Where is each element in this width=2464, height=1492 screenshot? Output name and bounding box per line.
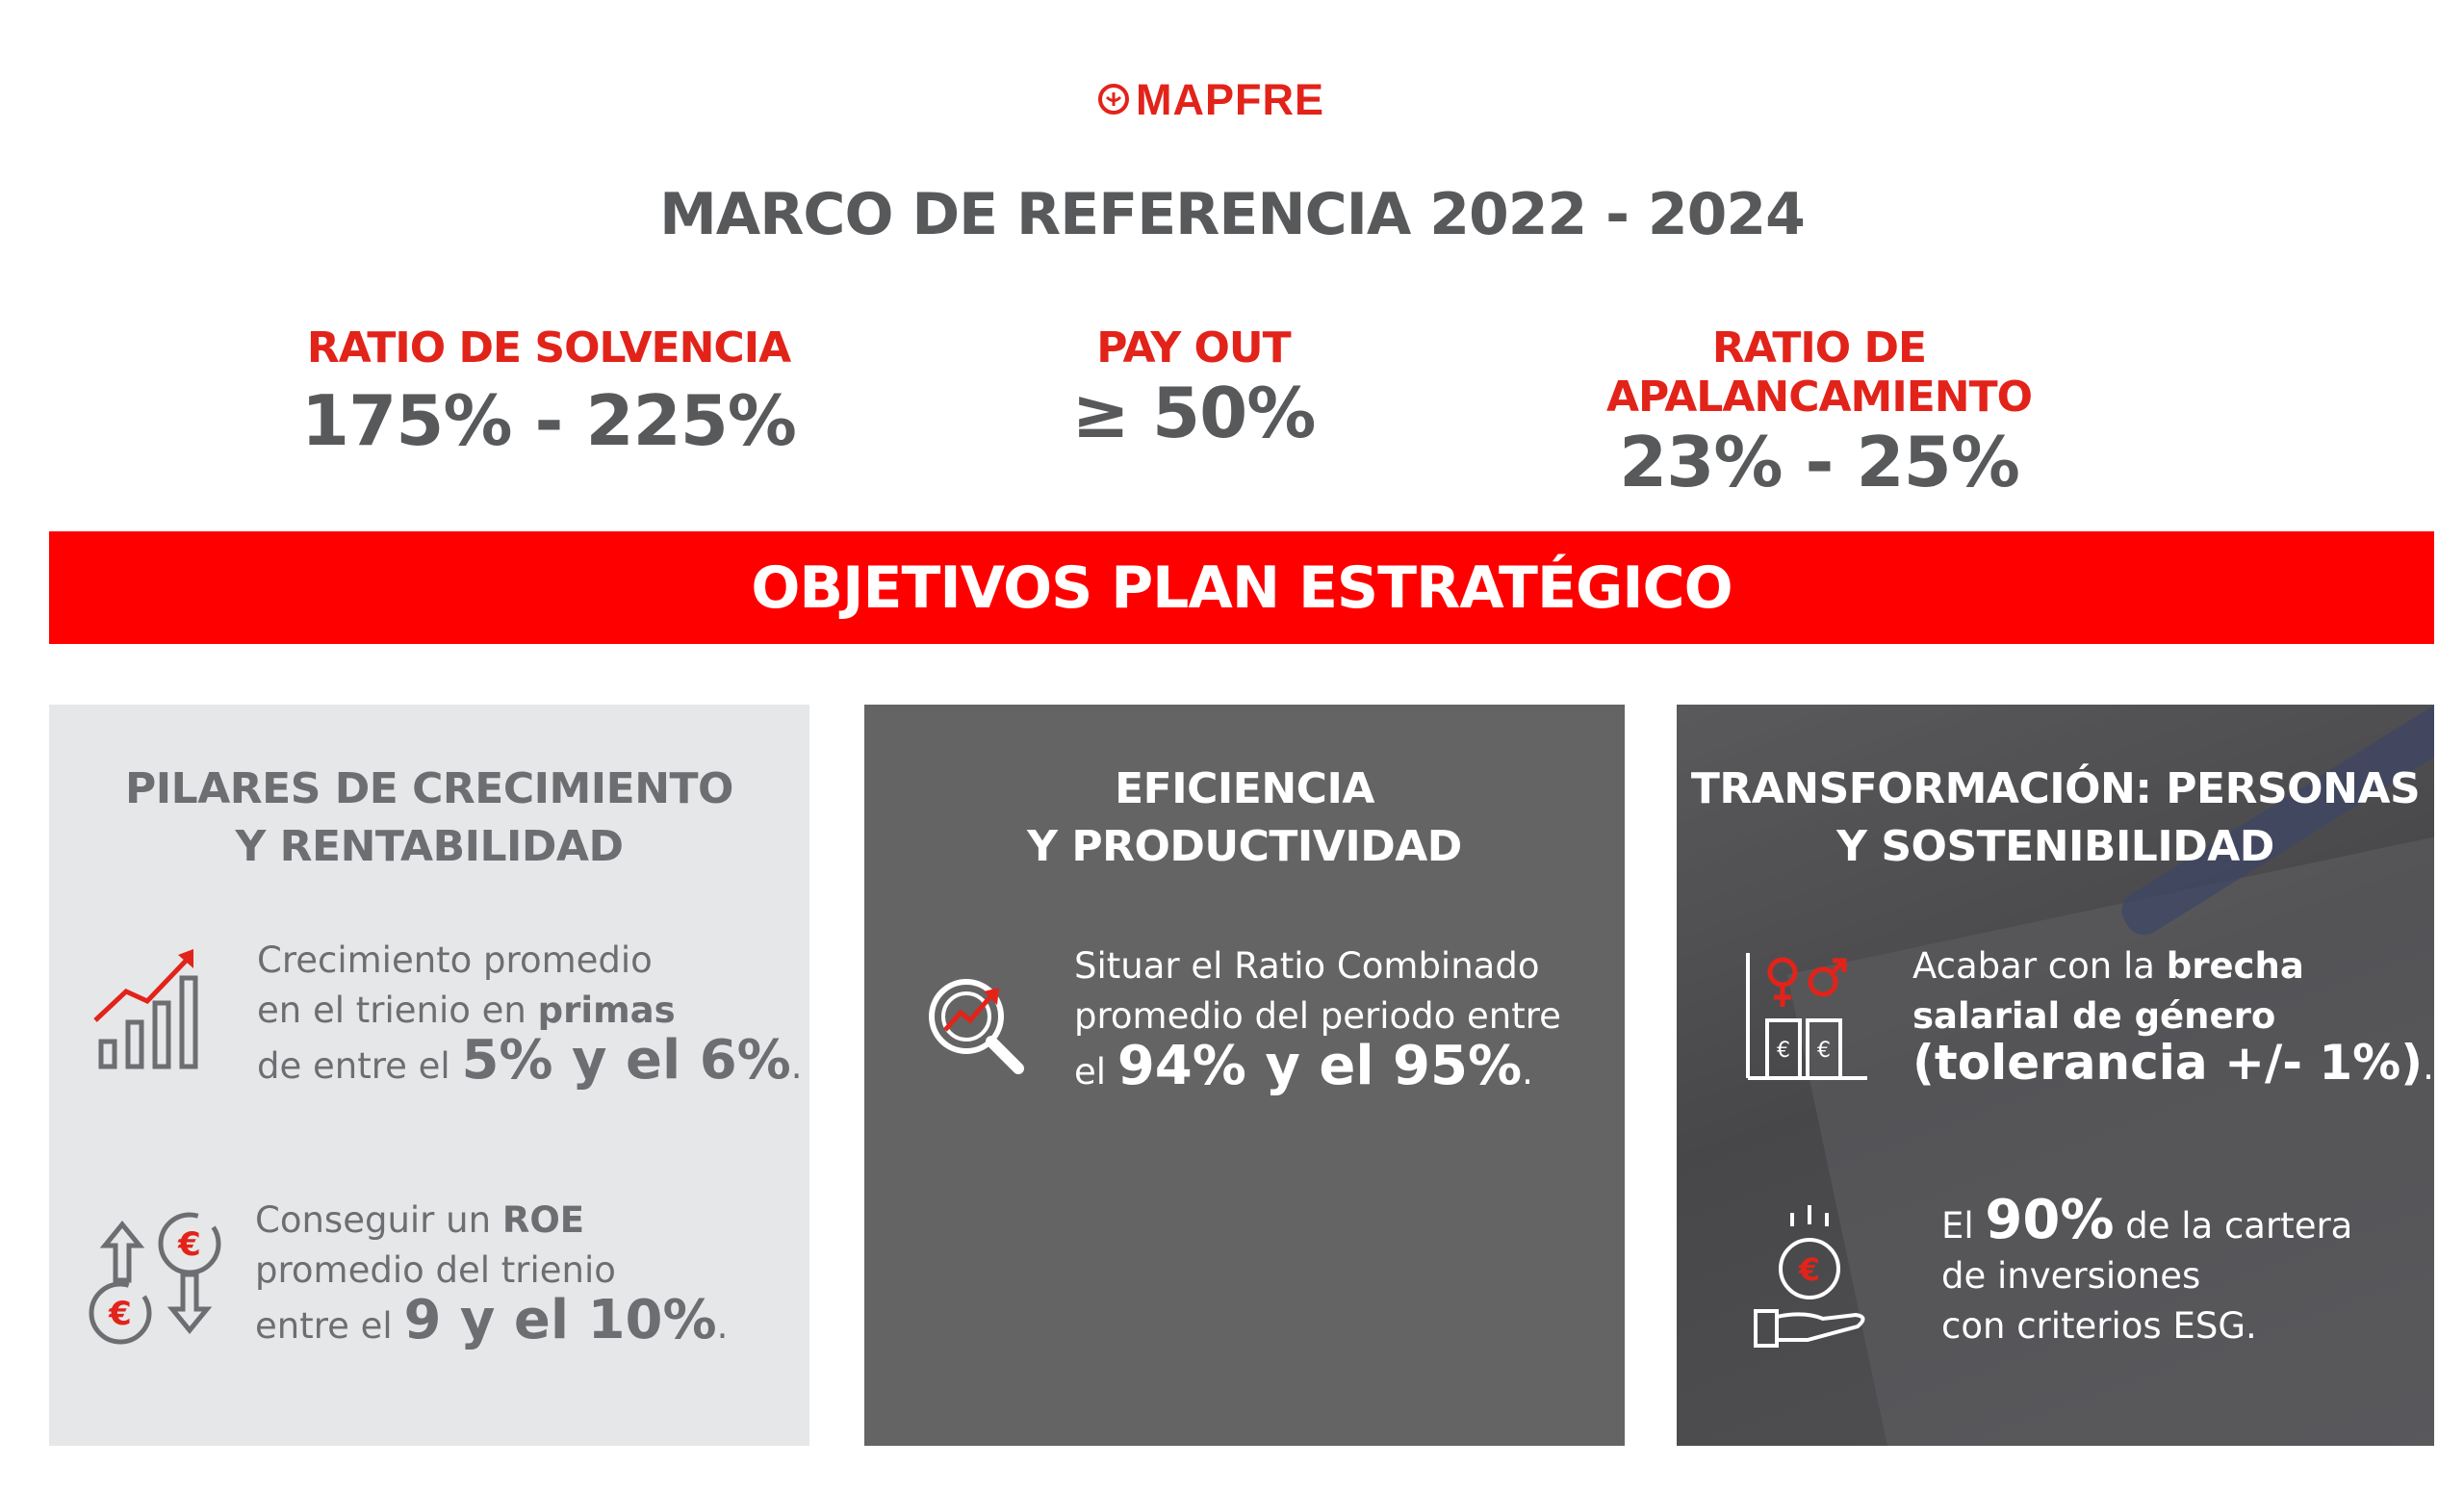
text-line: Crecimiento promedio <box>257 939 653 981</box>
panel-efficiency <box>864 705 1625 1446</box>
text-line <box>1074 1035 1561 1097</box>
metric-solvency <box>289 323 808 461</box>
text-emphasis: ROE <box>501 1199 585 1241</box>
text-fragment: El <box>1941 1205 1986 1247</box>
panel-title <box>49 760 809 876</box>
roe-item-text <box>255 1196 728 1351</box>
roe-exchange-icon <box>84 1205 228 1350</box>
panel-growth <box>49 705 809 1446</box>
text-fragment: el <box>1074 1051 1117 1093</box>
text-line <box>1912 1035 2434 1093</box>
esg-item-text <box>1941 1189 2353 1351</box>
metric-value: 175% - 225% <box>301 380 796 461</box>
panel-title <box>1677 760 2434 876</box>
banner-title: OBJETIVOS PLAN ESTRATÉGICO <box>751 553 1732 622</box>
panel-title-line: PILARES DE CRECIMIENTO <box>125 764 733 813</box>
metric-value: ≥ 50% <box>1071 373 1316 453</box>
text-fragment: . <box>2423 1046 2434 1088</box>
svg-text:€: € <box>1777 1039 1790 1063</box>
panel-title-line: TRANSFORMACIÓN: PERSONAS <box>1690 764 2421 813</box>
page-title: MARCO DE REFERENCIA 2022 - 2024 <box>659 181 1805 248</box>
metric-label: RATIO DE APALANCAMIENTO <box>1605 323 2033 422</box>
text-fragment: Acabar con la <box>1912 945 2167 987</box>
panel-title-line: Y PRODUCTIVIDAD <box>1027 822 1462 871</box>
gender-gap-item-text <box>1912 941 2434 1093</box>
svg-text:€: € <box>178 1225 201 1264</box>
metric-payout <box>1001 323 1386 453</box>
svg-text:€: € <box>1798 1251 1821 1288</box>
gender-pay-gap-icon <box>1744 953 1869 1088</box>
text-emphasis: brecha <box>2166 945 2304 987</box>
panel-transformation <box>1677 705 2434 1446</box>
esg-investment-icon <box>1750 1205 1885 1350</box>
text-fragment: . <box>716 1305 729 1347</box>
text-line: con criterios ESG. <box>1941 1305 2257 1347</box>
text-line <box>1941 1189 2353 1251</box>
growth-item-text <box>257 936 803 1092</box>
panel-title-line: Y SOSTENIBILIDAD <box>1836 822 2274 871</box>
mapfre-logo <box>1097 75 1324 123</box>
metric-label: PAY OUT <box>1096 323 1291 373</box>
text-fragment: entre el <box>255 1305 404 1347</box>
panel-title-line: Y RENTABILIDAD <box>235 822 624 871</box>
text-fragment: de la cartera <box>2114 1205 2353 1247</box>
text-highlight: 94% y el 95% <box>1116 1035 1523 1097</box>
text-emphasis: salarial de género <box>1912 995 2276 1037</box>
svg-text:€: € <box>1817 1039 1831 1063</box>
text-line: Situar el Ratio Combinado <box>1074 945 1540 987</box>
logo-text: MAPFRE <box>1136 74 1324 124</box>
text-line <box>255 1289 729 1351</box>
growth-chart-icon <box>93 945 218 1080</box>
mapfre-emblem-icon <box>1097 83 1130 116</box>
text-line <box>257 1029 803 1092</box>
strategic-plan-banner <box>49 531 2434 644</box>
text-line <box>255 1196 728 1246</box>
metric-label: RATIO DE SOLVENCIA <box>306 323 791 373</box>
text-line <box>1912 941 2434 991</box>
text-fragment: de entre el <box>257 1045 462 1087</box>
text-line: promedio del periodo entre <box>1074 995 1561 1037</box>
text-fragment: . <box>1522 1051 1533 1093</box>
metric-leverage <box>1502 323 2137 502</box>
text-fragment: . <box>790 1045 803 1087</box>
magnifier-chart-icon <box>924 974 1030 1080</box>
panel-title-line: EFICIENCIA <box>1115 764 1374 813</box>
metric-value: 23% - 25% <box>1619 422 2019 502</box>
text-highlight: (tolerancia +/- 1%) <box>1912 1035 2424 1091</box>
text-line: de inversiones <box>1941 1255 2201 1297</box>
efficiency-item-text <box>1074 941 1561 1097</box>
text-highlight: 9 y el 10% <box>403 1289 717 1351</box>
svg-text:€: € <box>109 1295 132 1333</box>
text-highlight: 90% <box>1985 1189 2115 1251</box>
text-fragment: en el trienio en <box>257 990 538 1031</box>
text-emphasis: primas <box>537 990 676 1031</box>
text-highlight: 5% y el 6% <box>461 1029 791 1092</box>
text-line: promedio del trienio <box>255 1249 616 1291</box>
panel-title <box>864 760 1625 876</box>
text-fragment: Conseguir un <box>255 1199 502 1241</box>
